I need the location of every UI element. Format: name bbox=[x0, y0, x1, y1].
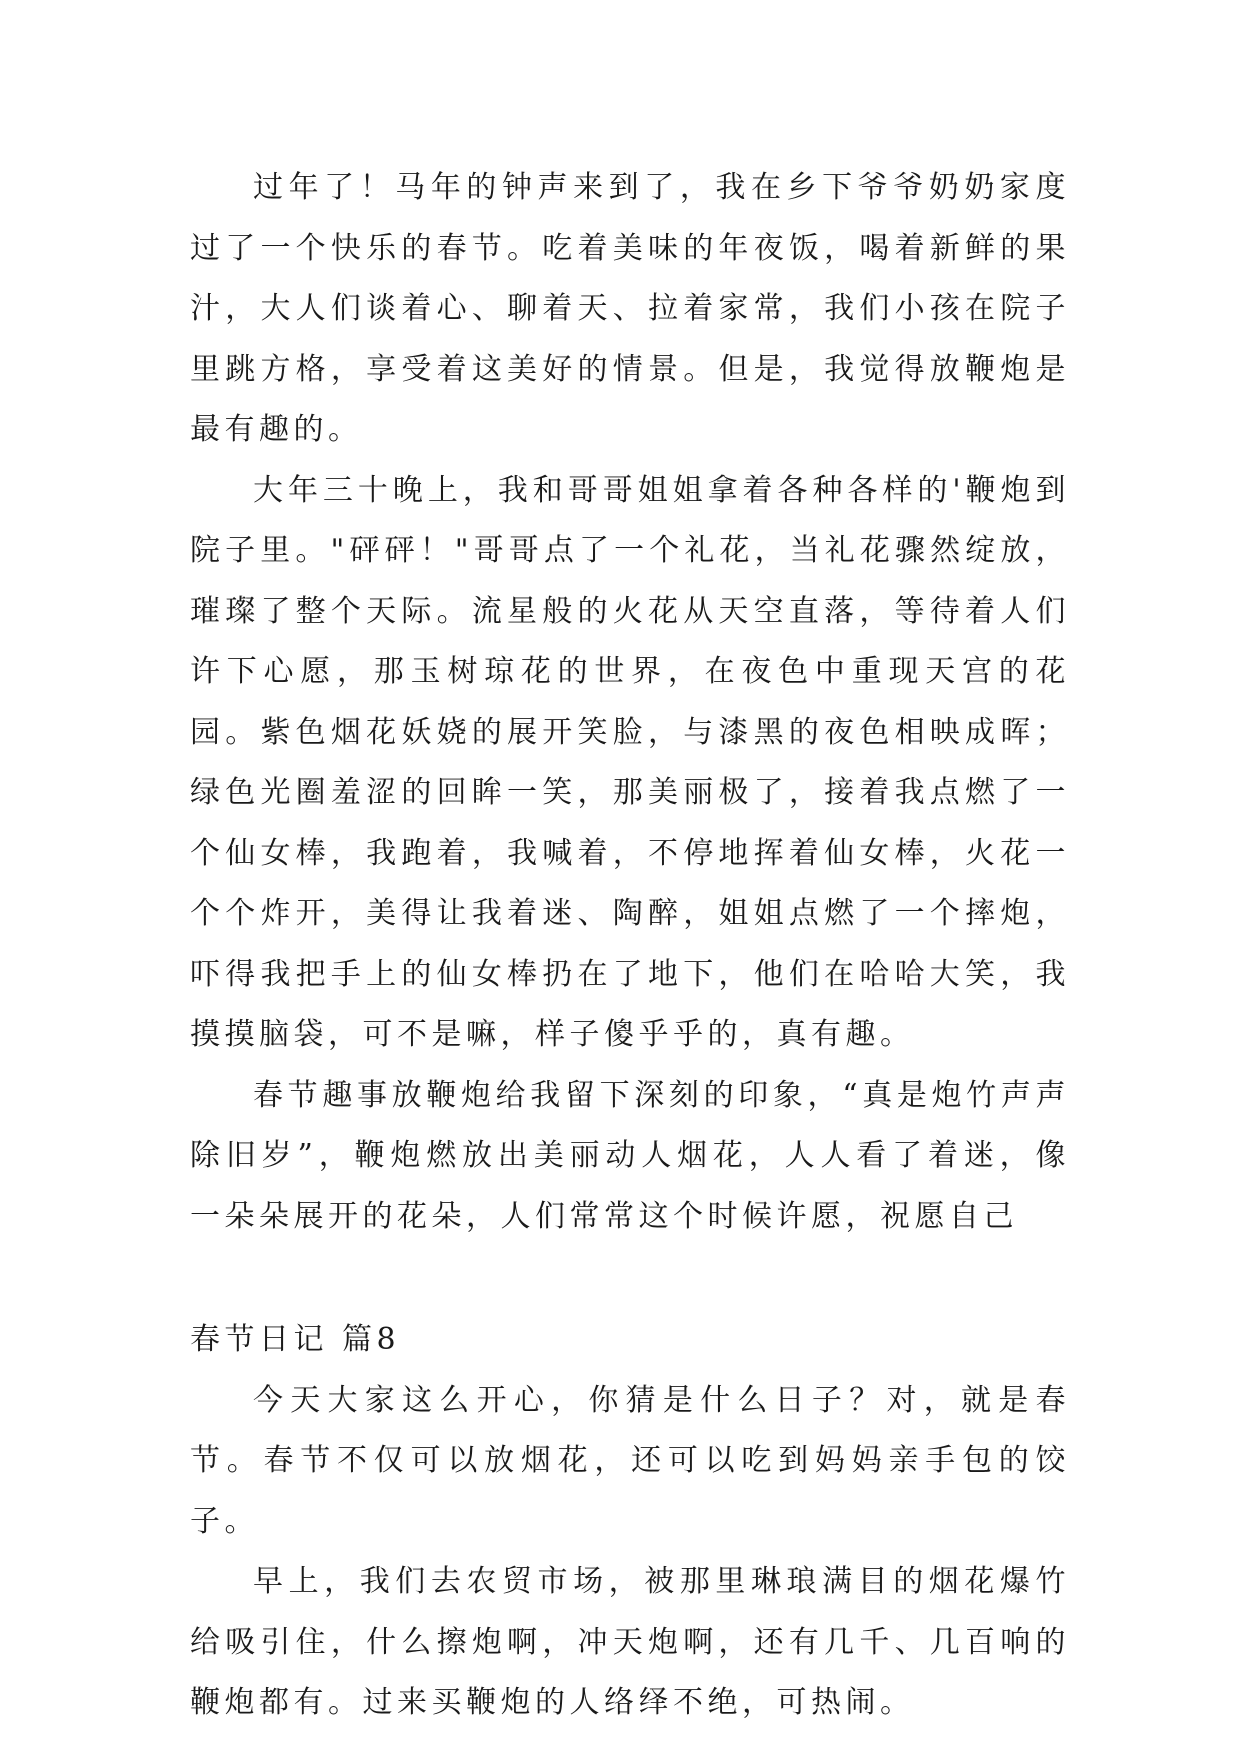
section-spacer bbox=[190, 1247, 1070, 1310]
paragraph: 早上，我们去农贸市场，被那里琳琅满目的烟花爆竹给吸引住，什么擦炮啊，冲天炮啊，还有几千、几百响的鞭炮都有。过来买鞭炮的人络绎不绝，可热闹。 bbox=[190, 1564, 1070, 1720]
paragraph: 过年了！马年的钟声来到了，我在乡下爷爷奶奶家度过了一个快乐的春节。吃着美味的年夜饭，喝着新鲜的果汁，大人们谈着心、聊着天、拉着家常，我们小孩在院子里跳方格，享受着这美好的情景。但是，我觉得放鞭炮是最有趣的。 bbox=[190, 170, 1070, 447]
paragraph: 大年三十晚上，我和哥哥姐姐拿着各种各样的'鞭炮到院子里。"砰砰！"哥哥点了一个礼花，当礼花骤然绽放，璀璨了整个天际。流星般的火花从天空直落，等待着人们许下心愿，那玉树琼花的世界，在夜色中重现天宫的花园。紫色烟花妖娆的展开笑脸，与漆黑的夜色相映成晖；绿色光圈羞涩的回眸一笑，那美丽极了，接着我点燃了一个仙女棒，我跑着，我喊着，不停地挥着仙女棒，火花一个个炸开，美得让我着迷、陶醉，姐姐点燃了一个摔炮，吓得我把手上的仙女棒扔在了地下，他们在哈哈大笑，我摸摸脑袋，可不是嘛，样子傻乎乎的，真有趣。 bbox=[190, 472, 1070, 1052]
section-title: 春节日记 篇8 bbox=[190, 1322, 401, 1357]
paragraph: 今天大家这么开心，你猜是什么日子？对，就是春节。春节不仅可以放烟花，还可以吃到妈妈亲手包的饺子。 bbox=[190, 1382, 1070, 1539]
paragraph: 春节趣事放鞭炮给我留下深刻的印象，“真是炮竹声声除旧岁”，鞭炮燃放出美丽动人烟花，人人看了着迷，像一朵朵展开的花朵，人们常常这个时候许愿，祝愿自己 bbox=[190, 1077, 1070, 1234]
document-body bbox=[190, 158, 1070, 1734]
